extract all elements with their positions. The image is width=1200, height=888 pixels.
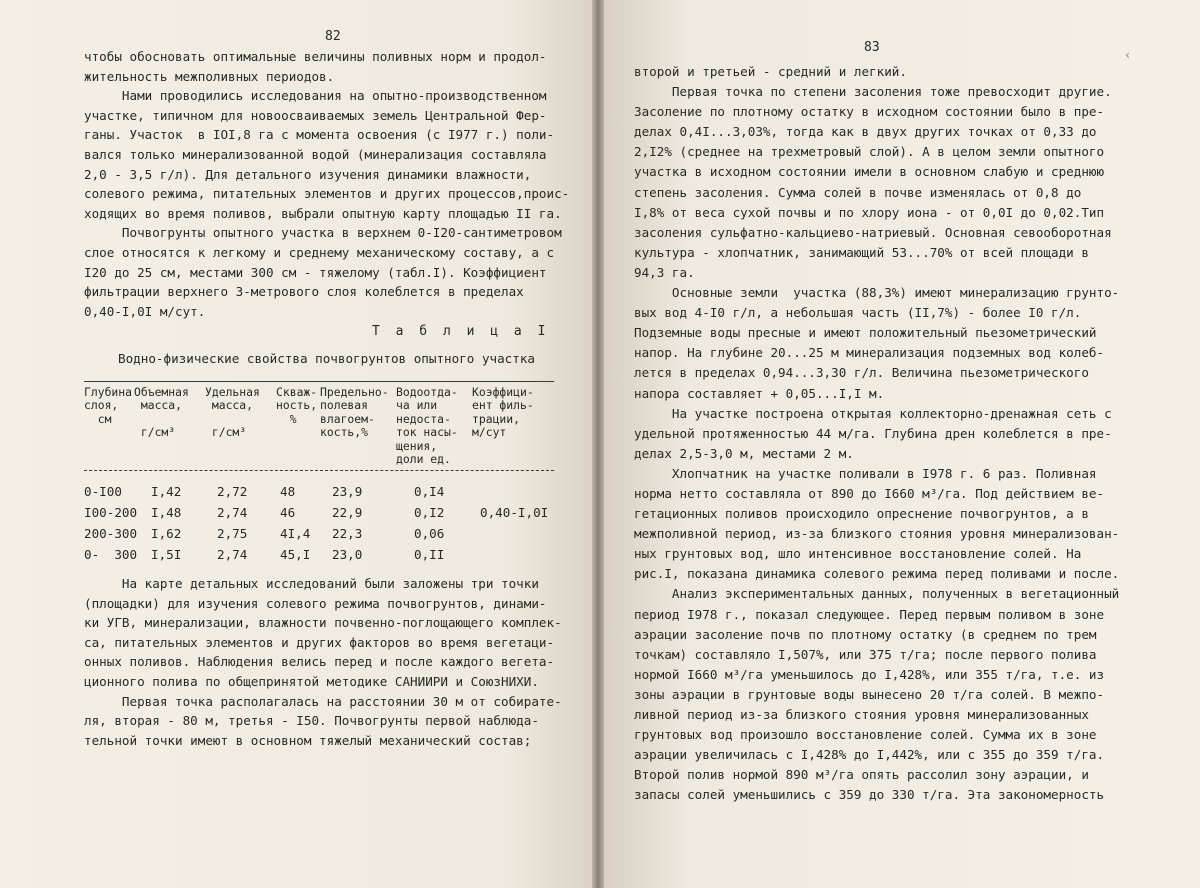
text-line: ганы. Участок в IOI,8 га с момента освоения (с I977 г.) поли- xyxy=(84,127,555,143)
text-line: участке, типичном для новоосваиваемых земель Центральной Фер- xyxy=(84,107,547,123)
right-page-number: 83 xyxy=(864,40,880,55)
text-line: участка в исходном состоянии имели в основном слабую и среднюю xyxy=(634,164,1105,180)
text-line: второй и третьей - средний и легкий. xyxy=(634,64,907,79)
text-line: степень засоления. Сумма солей в почве изменялась от 0,8 до xyxy=(634,184,1082,200)
text-line: лется в пределах 0,94...3,30 г/л. Величина пьезометрического xyxy=(634,365,1089,381)
text-line: нормой I660 м³/га уменьшилось до I,428%, или 355 т/га, т.е. из xyxy=(634,666,1105,682)
text-line: вался только минерализованной водой (минерализация составляла xyxy=(84,146,547,162)
table-header-cell: Глубина слоя, см xyxy=(84,385,133,426)
left-paragraphs-bottom xyxy=(84,574,562,750)
table-cell: 4I,4 xyxy=(280,526,311,541)
table-cell: 0-I00 xyxy=(84,484,122,499)
text-line: ля, вторая - 80 м, третья - I50. Почвогрунты первой наблюда- xyxy=(84,713,539,729)
text-line: (площадки) для изучения солевого режима почвогрунтов, динами- xyxy=(84,595,547,611)
text-line: чтобы обосновать оптимальные величины поливных норм и продол- xyxy=(84,49,547,64)
text-line: На карте детальных исследований были заложены три точки xyxy=(84,576,539,591)
text-line: На участке построена открытая коллекторно-дренажная сеть с xyxy=(634,405,1112,421)
text-line: Основные земли участка (88,3%) имеют минерализацию грунто- xyxy=(634,285,1120,301)
text-line: 0,40-I,0I м/сут. xyxy=(84,303,206,319)
book-gutter xyxy=(592,0,604,888)
text-line: фильтрации верхнего 3-метрового слоя колеблется в пределах xyxy=(84,284,524,300)
margin-mark: ‹ xyxy=(1124,48,1132,62)
table-cell: 22,9 xyxy=(332,505,363,520)
text-line: норма нетто составляла от 890 до I660 м³/га. Под действием ве- xyxy=(634,485,1105,501)
table-header-cell: Коэффици- ент филь- трации, м/сут xyxy=(472,385,534,440)
table-cell: 200-300 xyxy=(84,526,138,541)
table-cell: 46 xyxy=(280,505,296,520)
text-line: солевого режима, питательных элементов и других процессов,проис- xyxy=(84,186,570,202)
text-line: точкам) составляло I,507%, или 375 т/га; после первого полива xyxy=(634,646,1097,662)
text-line: напор. На глубине 20...25 м минерализация подземных вод колеб- xyxy=(634,345,1105,361)
text-line: ционного полива по общепринятой методике САНИИРИ и СоюзНИХИ. xyxy=(84,673,539,689)
table-cell: 23,0 xyxy=(332,547,363,562)
text-line: ных грунтовых вод, шло интенсивное восстановление солей. На xyxy=(634,546,1082,562)
left-paragraphs-top xyxy=(84,47,569,321)
table-cell: 48 xyxy=(280,484,296,499)
table-title: Т а б л и ц а I xyxy=(372,324,550,339)
table-cell: 0,I2 xyxy=(414,505,445,520)
table-cell: 2,72 xyxy=(217,484,248,499)
text-line: 94,3 га. xyxy=(634,264,695,280)
text-line: жительность межполивных периодов. xyxy=(84,68,335,84)
text-line: I,8% от веса сухой почвы и по хлору иона - от 0,0I до 0,02.Тип xyxy=(634,204,1105,220)
table-cell: 23,9 xyxy=(332,484,363,499)
text-line: напора составляет + 0,05...I,I м. xyxy=(634,385,885,401)
table-cell: 2,75 xyxy=(217,526,248,541)
text-line: межполивной период, из-за близкого стояния уровня минерализован- xyxy=(634,526,1120,542)
text-line: Первая точка по степени засоления тоже превосходит другие. xyxy=(634,84,1112,100)
text-line: тельной точки имеют в основном тяжелый механический состав; xyxy=(84,732,532,748)
text-line: период I978 г., показал следующее. Перед первым поливом в зоне xyxy=(634,606,1105,622)
left-page-number: 82 xyxy=(325,29,341,44)
text-line: делах 2,5-3,0 м, местами 2 м. xyxy=(634,445,854,461)
text-line: Подземные воды пресные и имеют положительный пьезометрический xyxy=(634,325,1097,341)
text-line: 2,I2% (среднее на трехметровый слой). А в целом земли опытного xyxy=(634,144,1105,160)
table-cell: I,48 xyxy=(151,505,182,520)
text-line: 2,0 - 3,5 г/л). Для детального изучения динамики влажности, xyxy=(84,166,532,182)
text-line: Анализ экспериментальных данных, полученных в вегетационный xyxy=(634,586,1120,602)
text-line: Почвогрунты опытного участка в верхнем 0-I20-сантиметровом xyxy=(84,225,562,241)
table-header-cell: Скваж- ность, % xyxy=(276,385,318,426)
table-header-rule xyxy=(84,470,554,471)
text-line: Засоление по плотному остатку в исходном состоянии было в пре- xyxy=(634,104,1105,120)
right-page-text xyxy=(634,62,1119,805)
table-cell: 0,06 xyxy=(414,526,445,541)
table-cell: I00-200 xyxy=(84,505,138,520)
text-line: Второй полив нормой 890 м³/га опять рассолил зону аэрации, и xyxy=(634,767,1089,783)
text-line: удельной протяженностью 44 м/га. Глубина дрен колеблется в пре- xyxy=(634,425,1112,441)
table-cell: I,62 xyxy=(151,526,182,541)
text-line: гетационных поливов происходило опреснение почвогрунтов, а в xyxy=(634,506,1089,522)
table-caption: Водно-физические свойства почвогрунтов опытного участка xyxy=(118,351,536,366)
table-header-cell: Водоотда- ча или недоста- ток насы- щения, доли ед. xyxy=(396,385,458,467)
table-cell: 2,74 xyxy=(217,505,248,520)
table-cell: 2,74 xyxy=(217,547,248,562)
text-line: Первая точка располагалась на расстоянии 30 м от собирате- xyxy=(84,693,562,709)
text-line: запасы солей уменьшились с 359 до 330 т/га. Эта закономерность xyxy=(634,787,1105,803)
text-line: грунтовых вод произошло восстановление солей. Сумма их в зоне xyxy=(634,727,1097,743)
text-line: делах 0,4I...3,03%, тогда как в двух других точках от 0,33 до xyxy=(634,124,1097,140)
text-line: онных поливов. Наблюдения велись перед и после каждого вегета- xyxy=(84,654,555,670)
text-line: рис.I, показана динамика солевого режима перед поливами и после. xyxy=(634,566,1120,582)
table-cell: 45,I xyxy=(280,547,311,562)
table-header-cell: Удельная масса, г/см³ xyxy=(205,385,260,440)
text-line: аэрации увеличилась с I,428% до I,442%, или с 355 до 359 т/га. xyxy=(634,747,1105,763)
table-cell: I,5I xyxy=(151,547,182,562)
table-header-cell: Объемная масса, г/см³ xyxy=(134,385,189,440)
table-header-cell: Предельно- полевая влагоем- кость,% xyxy=(320,385,389,440)
text-line: зоны аэрации в грунтовые воды вынесено 20 т/га солей. В межпо- xyxy=(634,686,1105,702)
text-line: аэрации засоление почв по плотному остатку (в среднем по трем xyxy=(634,626,1097,642)
table-cell: 0,II xyxy=(414,547,445,562)
text-line: ходящих во время поливов, выбрали опытную карту площадью II га. xyxy=(84,205,562,221)
table-cell: 0,I4 xyxy=(414,484,445,499)
text-line: ки УГВ, минерализации, влажности почвенно-поглощающего комплек- xyxy=(84,615,562,631)
text-line: Нами проводились исследования на опытно-производственном xyxy=(84,88,547,104)
table-cell: 0- 300 xyxy=(84,547,138,562)
text-line: вых вод 4-I0 г/л, а небольшая часть (II,7%) - более I0 г/л. xyxy=(634,305,1082,321)
table-cell: 0,40-I,0I xyxy=(480,505,549,520)
text-line: культура - хлопчатник, занимающий 53...70% от всей площади в xyxy=(634,244,1089,260)
table-top-rule xyxy=(84,381,554,382)
text-line: засоления сульфатно-кальциево-натриевый. Основная севооборотная xyxy=(634,224,1112,240)
table-cell: 22,3 xyxy=(332,526,363,541)
table-cell: I,42 xyxy=(151,484,182,499)
text-line: са, питательных элементов и других факторов во время вегетаци- xyxy=(84,634,555,650)
text-line: слое относятся к легкому и среднему механическому составу, а с xyxy=(84,244,555,260)
text-line: ливной период из-за близкого стояния уровня минерализованных xyxy=(634,707,1089,722)
text-line: I20 до 25 см, местами 300 см - тяжелому (табл.I). Коэффициент xyxy=(84,264,547,280)
text-line: Хлопчатник на участке поливали в I978 г. 6 раз. Поливная xyxy=(634,465,1097,481)
